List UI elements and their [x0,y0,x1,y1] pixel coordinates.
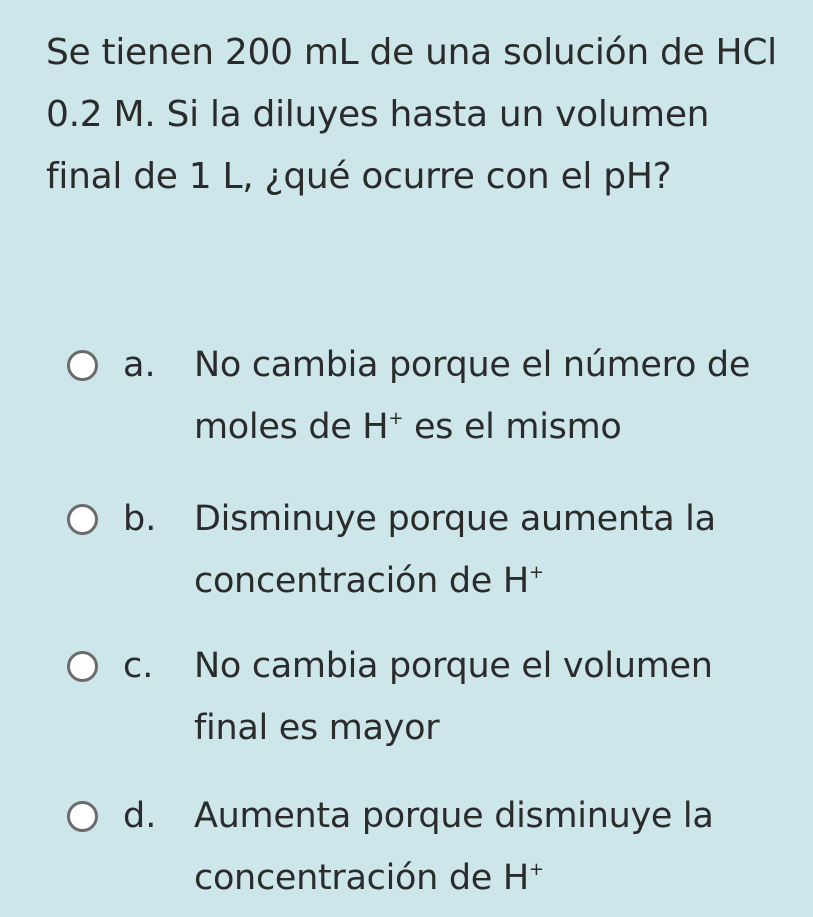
option-text [194,334,794,458]
option-text-main: No cambia porque el número de moles de H [194,345,751,447]
option-text-main: Aumenta porque disminuye la concentración de H [194,796,714,898]
option-text-main: Disminuye porque aumenta la concentración de H [194,499,716,601]
option-text [194,488,794,612]
option-letter: a. [123,345,156,385]
option-letter: c. [123,646,154,686]
question-text: Se tienen 200 mL de una solución de HCl 0.2 M. Si la diluyes hasta un volumen final de 1 L, ¿qué ocurre con el pH? [46,32,777,197]
option-text-tail: es el mismo [403,407,622,447]
radio-button-b[interactable] [67,504,98,535]
option-d[interactable] [0,785,813,915]
option-text [194,785,794,909]
option-text-main: No cambia porque el volumen final es mayor [194,646,713,748]
option-c[interactable] [0,635,813,765]
option-a[interactable] [0,334,813,464]
option-b[interactable] [0,488,813,618]
radio-button-d[interactable] [67,801,98,832]
option-letter: d. [123,796,157,836]
superscript-plus: + [528,859,544,880]
superscript-plus: + [388,408,404,429]
superscript-plus: + [528,562,544,583]
radio-button-c[interactable] [67,651,98,682]
option-text [194,635,794,759]
option-letter: b. [123,499,157,539]
radio-button-a[interactable] [67,350,98,381]
